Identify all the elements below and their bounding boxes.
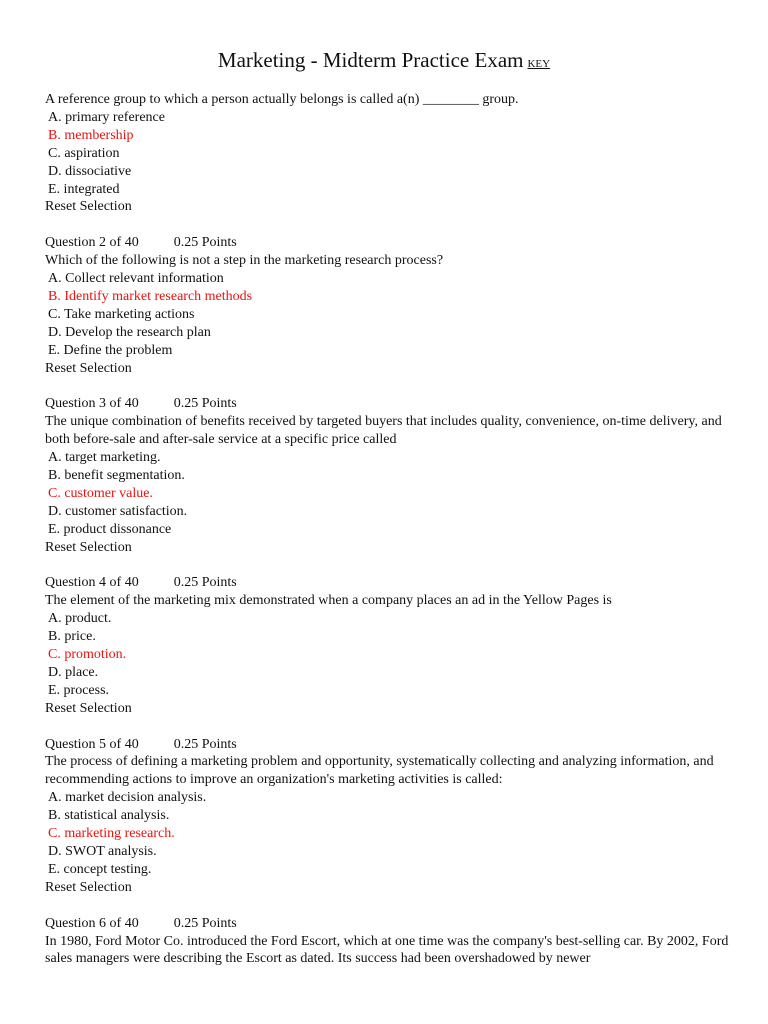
question-meta xyxy=(45,574,735,592)
question-meta xyxy=(45,736,735,754)
answer-option[interactable]: E. concept testing. xyxy=(48,861,152,877)
answer-option[interactable]: D. customer satisfaction. xyxy=(48,503,188,519)
reset-selection-link[interactable]: Reset Selection xyxy=(45,539,132,555)
question-number: Question 6 of 40 xyxy=(45,915,139,931)
question-number: Question 3 of 40 xyxy=(45,396,139,412)
answer-option[interactable]: E. process. xyxy=(48,682,110,698)
question-number: Question 5 of 40 xyxy=(45,736,139,752)
answer-option[interactable]: B. price. xyxy=(48,629,96,645)
reset-selection-link[interactable]: Reset Selection xyxy=(45,360,132,376)
question-text: In 1980, Ford Motor Co. introduced the Ford Escort, which at one time was the company's best-selling car. By 2002, Ford sales managers were describing the Escort as dated. Its success had been overshadowed by newer xyxy=(45,933,729,967)
answer-option[interactable]: C. aspiration xyxy=(48,145,120,161)
answer-option[interactable]: B. benefit segmentation. xyxy=(48,468,185,483)
question-points: 0.25 Points xyxy=(173,575,237,591)
answer-option[interactable]: A. market decision analysis. xyxy=(48,790,207,806)
question-list xyxy=(45,91,735,986)
answer-option-correct[interactable]: B. membership xyxy=(48,127,134,143)
page-title: Marketing - Midterm Practice Exam xyxy=(217,48,524,72)
answer-option[interactable]: D. Develop the research plan xyxy=(48,324,211,340)
question-block xyxy=(45,915,735,969)
question-text: The element of the marketing mix demonstrated when a company places an ad in the Yellow Pages is xyxy=(45,593,612,609)
question-block xyxy=(45,736,735,897)
answer-option[interactable]: D. place. xyxy=(48,664,99,680)
question-number: Question 2 of 40 xyxy=(45,235,139,251)
question-points: 0.25 Points xyxy=(173,915,237,931)
answer-option[interactable]: B. statistical analysis. xyxy=(48,808,170,824)
answer-option-correct[interactable]: C. marketing research. xyxy=(48,826,175,842)
answer-option[interactable]: E. Define the problem xyxy=(48,342,173,358)
answer-option-correct[interactable]: C. promotion. xyxy=(48,647,127,663)
answer-option[interactable]: C. Take marketing actions xyxy=(48,306,195,322)
question-points: 0.25 Points xyxy=(173,396,237,412)
question-block xyxy=(45,234,735,377)
answer-option[interactable]: E. product dissonance xyxy=(48,521,172,537)
question-text: The process of defining a marketing problem and opportunity, systematically collecting and analyzing information, and recommending actions to improve an organization's marketing activities is called: xyxy=(45,754,714,788)
question-number: Question 4 of 40 xyxy=(45,575,139,591)
answer-option[interactable]: A. primary reference xyxy=(48,109,165,125)
question-block xyxy=(45,91,735,216)
key-label: KEY xyxy=(527,58,551,70)
reset-selection-link[interactable]: Reset Selection xyxy=(45,700,132,716)
question-points: 0.25 Points xyxy=(173,736,237,752)
answer-option-correct[interactable]: B. Identify market research methods xyxy=(48,288,253,304)
answer-option[interactable]: A. target marketing. xyxy=(48,450,161,466)
question-meta xyxy=(45,395,735,413)
reset-selection-link[interactable]: Reset Selection xyxy=(45,879,132,895)
answer-option[interactable]: E. integrated xyxy=(48,181,120,197)
reset-selection-link[interactable]: Reset Selection xyxy=(45,199,132,215)
question-block xyxy=(45,395,735,556)
answer-option[interactable]: D. SWOT analysis. xyxy=(48,844,157,859)
question-meta xyxy=(45,915,735,933)
title-row xyxy=(0,48,768,73)
question-text: Which of the following is not a step in the marketing research process? xyxy=(45,253,444,269)
question-points: 0.25 Points xyxy=(173,235,237,251)
answer-option[interactable]: A. product. xyxy=(48,611,112,627)
question-text: A reference group to which a person actually belongs is called a(n) ________ group. xyxy=(45,92,519,107)
question-text: The unique combination of benefits received by targeted buyers that includes quality, convenience, on-time delivery, and both before-sale and after-sale service at a specific price called xyxy=(45,414,722,448)
answer-option[interactable]: D. dissociative xyxy=(48,163,132,179)
answer-option-correct[interactable]: C. customer value. xyxy=(48,485,153,501)
question-block xyxy=(45,574,735,717)
question-meta xyxy=(45,234,735,252)
answer-option[interactable]: A. Collect relevant information xyxy=(48,271,224,287)
